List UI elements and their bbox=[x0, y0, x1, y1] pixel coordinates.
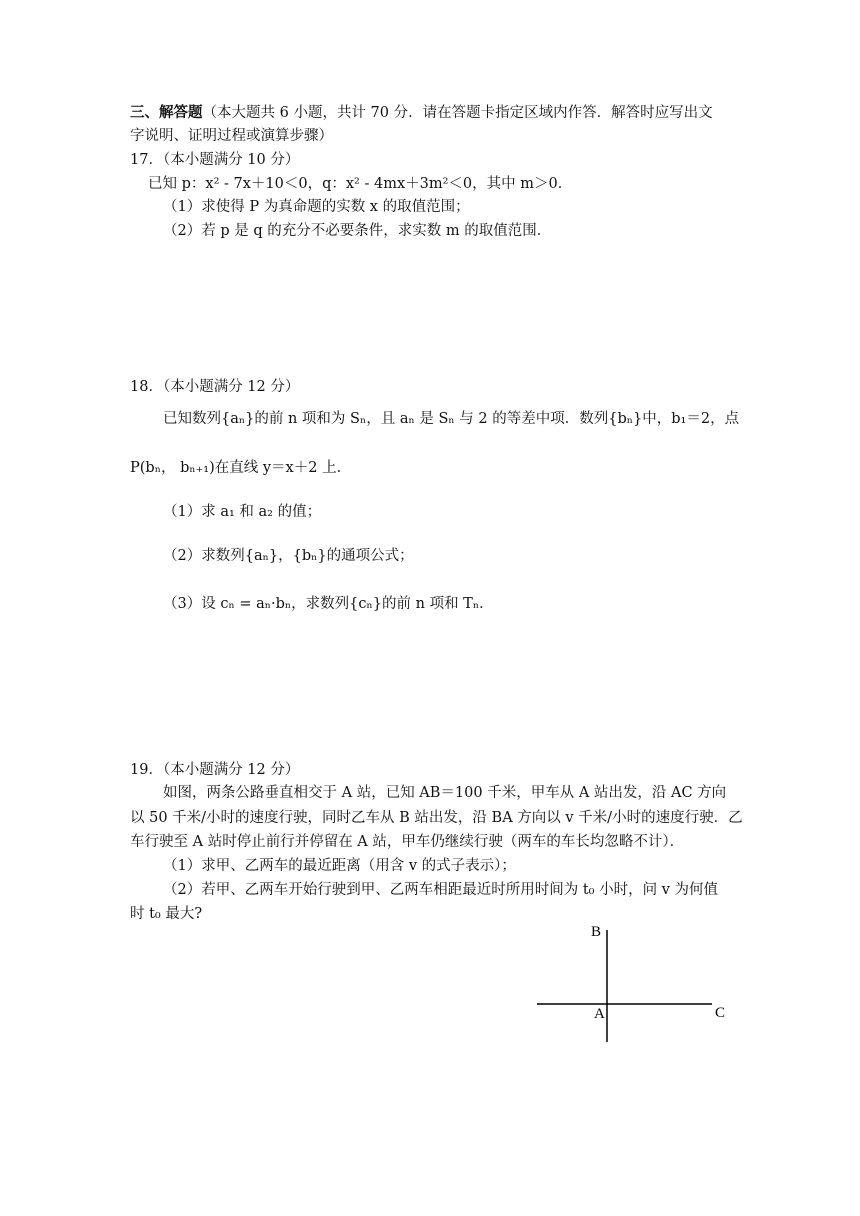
section-note: （本大题共 6 小题，共计 70 分．请在答题卡指定区域内作答．解答时应写出文 bbox=[202, 105, 713, 121]
section-heading-line1 bbox=[130, 103, 713, 123]
q18-part2: （2）求数列{aₙ}，{bₙ}的通项公式； bbox=[163, 548, 414, 564]
q19-header: 19．（本小题满分 12 分） bbox=[130, 762, 300, 778]
q19-part2-line2: 时 t₀ 最大? bbox=[130, 906, 203, 922]
q18-stem-line2: P(bₙ， bₙ₊₁)在直线 y＝x＋2 上． bbox=[130, 460, 352, 476]
q17-stem: 已知 p：x² - 7x＋10＜0，q：x² - 4mx＋3m²＜0，其中 m＞0． bbox=[148, 176, 573, 192]
q17-header: 17．（本小题满分 10 分） bbox=[130, 152, 300, 168]
q19-part2-line1: （2）若甲、乙两车开始行驶到甲、乙两车相距最近时所用时间为 t₀ 小时，问 v 为何值 bbox=[163, 882, 718, 898]
road-diagram bbox=[530, 920, 740, 1050]
q18-stem-line1: 已知数列{aₙ}的前 n 项和为 Sₙ，且 aₙ 是 Sₙ 与 2 的等差中项．数列{bₙ}中，b₁＝2，点 bbox=[163, 411, 740, 427]
label-c: C bbox=[715, 1005, 726, 1021]
q17-part2: （2）若 p 是 q 的充分不必要条件，求实数 m 的取值范围． bbox=[163, 223, 552, 239]
q17-part1: （1）求使得 P 为真命题的实数 x 的取值范围； bbox=[163, 199, 470, 215]
label-b: B bbox=[591, 924, 602, 940]
label-a: A bbox=[594, 1006, 605, 1022]
q18-part3: （3）设 cₙ = aₙ·bₙ，求数列{cₙ}的前 n 项和 Tₙ． bbox=[163, 596, 494, 612]
q18-header: 18．（本小题满分 12 分） bbox=[130, 379, 300, 395]
section-note-line2: 字说明、证明过程或演算步骤） bbox=[130, 128, 333, 144]
q19-line3: 车行驶至 A 站时停止前行并停留在 A 站，甲车仍继续行驶（两车的车长均忽略不计）． bbox=[130, 834, 685, 850]
section-heading: 三、解答题 bbox=[130, 104, 203, 121]
q18-part1: （1）求 a₁ 和 a₂ 的值； bbox=[163, 504, 322, 520]
q19-part1: （1）求甲、乙两车的最近距离（用含 v 的式子表示）； bbox=[163, 858, 516, 874]
q19-line1: 如图，两条公路垂直相交于 A 站，已知 AB＝100 千米，甲车从 A 站出发，沿 AC 方向 bbox=[163, 785, 727, 801]
q19-line2: 以 50 千米/小时的速度行驶，同时乙车从 B 站出发，沿 BA 方向以 v 千米/小时的速度行驶．乙 bbox=[130, 810, 743, 826]
